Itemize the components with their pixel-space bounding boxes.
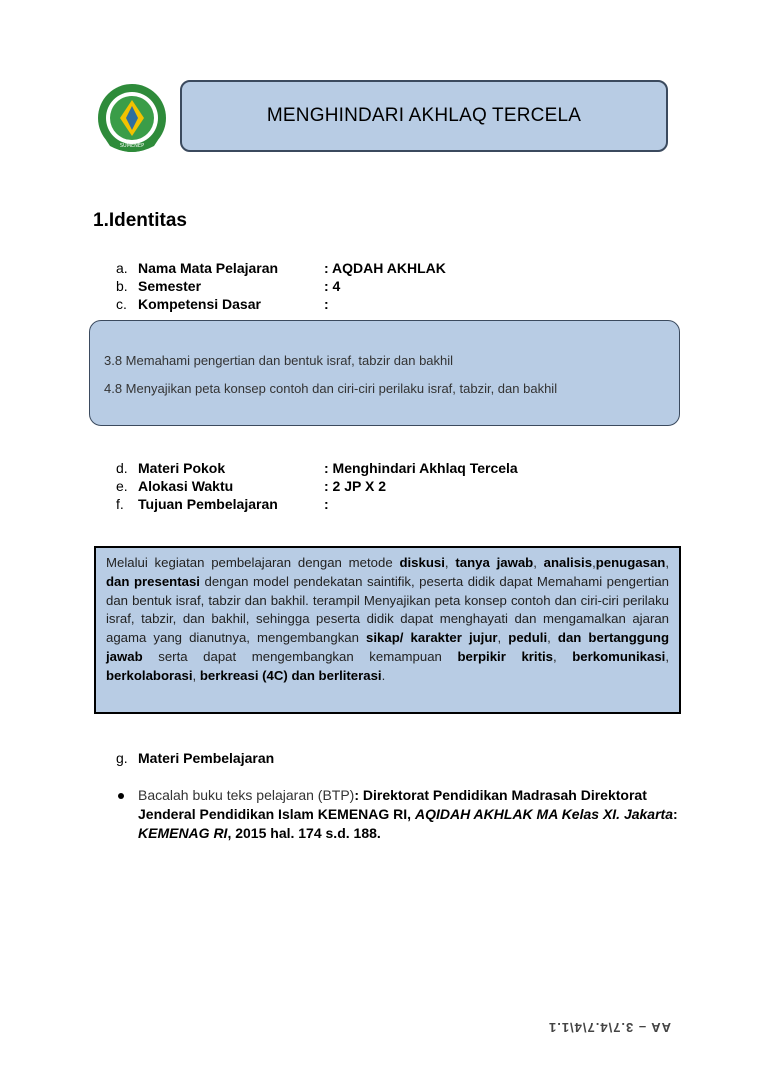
title-box [180, 80, 668, 152]
footer-code: AA – 3.7\4.7\4\1.1 [548, 1020, 672, 1035]
reference-text [138, 786, 688, 843]
tujuan-pembelajaran-box [94, 546, 681, 714]
tujuan-text: Melalui kegiatan pembelajaran dengan metode [106, 555, 400, 570]
tujuan-text: , [665, 648, 669, 664]
identity-row-materi-pembelajaran [116, 749, 274, 767]
tujuan-text: , [444, 555, 456, 570]
tujuan-bold: berpikir kritis [457, 648, 553, 664]
identity-row-tujuan [116, 495, 518, 513]
bullet-icon [118, 793, 124, 799]
tujuan-text: dengan model pendekatan saintifik, peserta didik dapat Memahami pengertian dan bentuk israf, tabzir dan bakhil. terampil Menyajikan peta konsep contoh dan ciri-ciri perilaku israf, tabzir, dan bakhil, sehingga peserta didik dapat menghayati dan mengamalkan ajaran agama yang dianutnya, mengembangkan [106, 573, 669, 646]
tujuan-text: serta dapat mengembangkan kemampuan [142, 648, 458, 664]
school-logo [92, 80, 172, 158]
identity-letter: c. [116, 296, 127, 312]
tujuan-bold: berkreasi (4C) dan berliterasi [199, 667, 382, 683]
tujuan-text: . [381, 667, 386, 683]
identity-value: : AQDAH AKHLAK [324, 260, 446, 276]
reference-bold: : Direktorat Pendidikan Madrasah Direktorat Jenderal Pendidikan Islam KEMENAG RI, [138, 787, 647, 822]
identity-value: : Menghindari Akhlaq Tercela [324, 460, 518, 476]
identity-letter: g. [116, 750, 128, 766]
tujuan-bold: penugasan [595, 555, 666, 570]
identity-label: Kompetensi Dasar [138, 296, 261, 312]
section-heading: 1.Identitas [93, 210, 187, 231]
reference-bold: : [673, 806, 678, 822]
logo-text: SUMENEP [119, 143, 145, 149]
reference-plain: Bacalah buku teks pelajaran (BTP) [138, 787, 355, 803]
identity-value: : [324, 496, 329, 512]
page-title: MENGHINDARI AKHLAQ TERCELA [266, 105, 582, 126]
identity-list-g [116, 749, 274, 767]
tujuan-text: , [192, 667, 200, 683]
tujuan-text: , [547, 630, 558, 646]
kd-item-4-8: 4.8 Menyajikan peta konsep contoh dan ciri-ciri perilaku israf, tabzir, dan bakhil [104, 381, 558, 396]
tujuan-bold: diskusi [399, 555, 445, 570]
identity-row-semester [116, 277, 446, 295]
kd-item-3-8: 3.8 Memahami pengertian dan bentuk israf, tabzir dan bakhil [104, 353, 454, 368]
tujuan-text: , [592, 555, 596, 570]
tujuan-bold: berkomunikasi [572, 648, 666, 664]
identity-letter: b. [116, 278, 128, 294]
identity-label: Tujuan Pembelajaran [138, 496, 278, 512]
identity-letter: e. [116, 478, 128, 494]
identity-row-materi-pokok [116, 459, 518, 477]
tujuan-bold: berkolaborasi [106, 667, 193, 683]
tujuan-bold: peduli [508, 630, 548, 646]
tujuan-text: , [552, 648, 573, 664]
identity-label: Materi Pokok [138, 460, 226, 476]
identity-row-alokasi-waktu [116, 477, 518, 495]
tujuan-bold: sikap/ karakter jujur [366, 630, 498, 646]
identity-row-subject [116, 259, 446, 277]
identity-label: Nama Mata Pelajaran [138, 260, 279, 276]
tujuan-bold: analisis [543, 555, 593, 570]
identity-row-kompetensi [116, 295, 446, 313]
identity-letter: a. [116, 260, 128, 276]
identity-value: : 2 JP X 2 [324, 478, 387, 494]
tujuan-text: , [533, 555, 544, 570]
reference-bold-italic: KEMENAG RI [138, 825, 228, 841]
identity-label: Alokasi Waktu [138, 478, 234, 494]
identity-letter: d. [116, 460, 128, 476]
identity-value: : 4 [324, 278, 341, 294]
identity-list-def [116, 459, 518, 513]
identity-value: : [324, 296, 329, 312]
identity-letter: f. [116, 496, 124, 512]
reference-bullet [116, 786, 688, 843]
reference-bold-italic: AQIDAH AKHLAK MA Kelas XI. Jakarta [414, 806, 673, 822]
identity-list-abc [116, 259, 446, 313]
identity-label: Materi Pembelajaran [138, 750, 275, 766]
tujuan-bold: tanya jawab [455, 555, 534, 570]
tujuan-bold: dan bertanggung jawab [106, 630, 670, 664]
kompetensi-dasar-box [89, 320, 680, 426]
tujuan-text: , [665, 555, 670, 570]
tujuan-text: , [497, 630, 509, 646]
reference-bold: , 2015 hal. 174 s.d. 188. [227, 825, 381, 841]
tujuan-bold: dan presentasi [106, 573, 200, 589]
identity-label: Semester [138, 278, 202, 294]
